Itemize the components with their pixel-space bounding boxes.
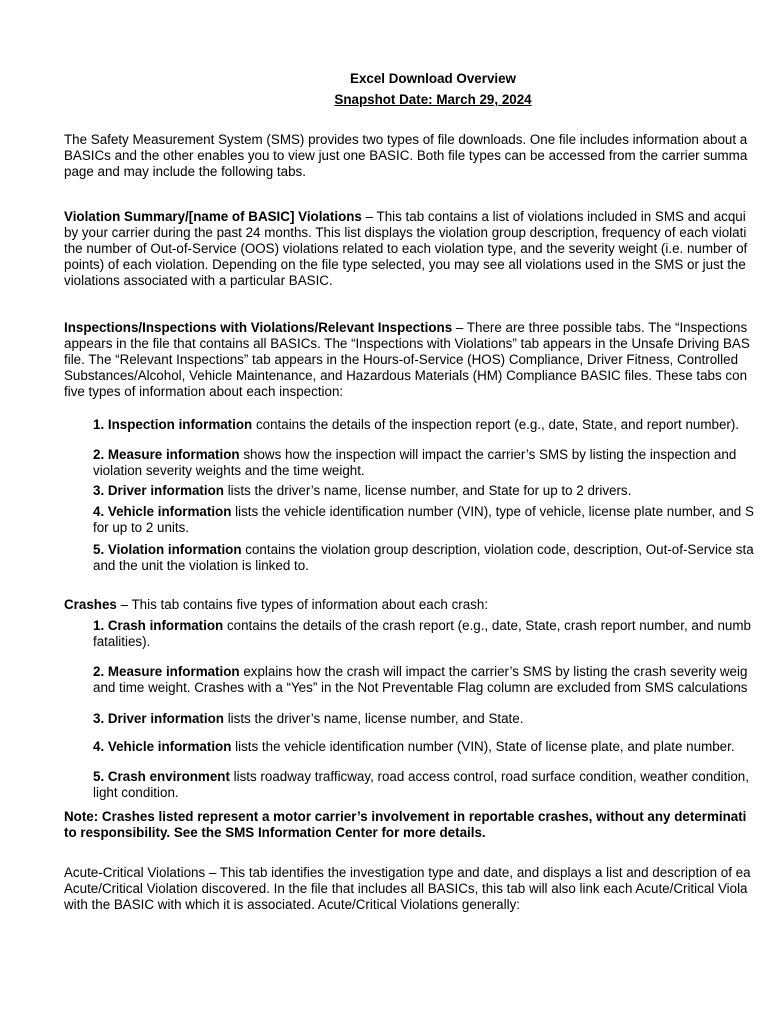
crashes-note-line-2: to responsibility. See the SMS Information Center for more details. [64,825,486,840]
snapshot-date [0,92,768,108]
inspection-item-5 [93,542,754,558]
crash-item-4-text: lists the vehicle identification number (VIN), State of license plate, and plate number. [231,739,735,754]
inspections-line-4: Substances/Alcohol, Vehicle Maintenance, and Hazardous Materials (HM) Compliance BASIC files. These tabs con [64,368,748,383]
inspections-heading: Inspections/Inspections with Violations/Relevant Inspections [64,320,453,335]
snapshot-date-text: Snapshot Date: March 29, 2024 [334,92,532,107]
inspections-line-1 [64,320,747,336]
violation-summary-line-1 [64,209,746,225]
crashes-text: – This tab contains five types of information about each crash: [116,597,489,612]
inspection-item-2-text: shows how the inspection will impact the carrier’s SMS by listing the inspection and [239,447,737,462]
crash-item-5-cont: light condition. [93,785,179,800]
crashes-note-line-1: Note: Crashes listed represent a motor carrier’s involvement in reportable crashes, without any determinati [64,809,747,824]
inspection-item-3-text: lists the driver’s name, license number, and State for up to 2 drivers. [223,483,632,498]
crash-item-1-label: 1. Crash information [93,618,224,633]
crash-item-4-label: 4. Vehicle information [93,739,232,754]
crash-item-1-cont: fatalities). [93,634,151,649]
intro-line-3: page and may include the following tabs. [64,164,306,179]
crash-item-5-text: lists roadway trafficway, road access control, road surface condition, weather condition, [229,769,749,784]
acute-line-3: with the BASIC with which it is associated. Acute/Critical Violations generally: [64,897,520,912]
crashes-line-1 [64,597,488,613]
inspection-item-4-label: 4. Vehicle information [93,504,232,519]
inspection-item-5-label: 5. Violation information [93,542,242,557]
inspection-item-3 [93,483,631,499]
intro-line-1: The Safety Measurement System (SMS) provides two types of file downloads. One file includes information about a [64,132,748,147]
crash-item-3 [93,711,523,727]
acute-line-1: Acute-Critical Violations – This tab identifies the investigation type and date, and displays a list and description of ea [64,865,751,880]
crash-item-3-label: 3. Driver information [93,711,224,726]
crashes-heading: Crashes [64,597,117,612]
violation-summary-line-3: the number of Out-of-Service (OOS) violations related to each violation type, and the severity weight (i.e. number of [64,241,748,256]
crash-item-2-label: 2. Measure information [93,664,240,679]
crash-item-1 [93,618,751,634]
inspection-item-2-label: 2. Measure information [93,447,240,462]
crash-item-2-text: explains how the crash will impact the carrier’s SMS by listing the crash severity weig [239,664,748,679]
crash-item-5-label: 5. Crash environment [93,769,230,784]
crash-item-5 [93,769,749,785]
inspection-item-4 [93,504,754,520]
document-title: Excel Download Overview [350,71,516,86]
acute-line-2: Acute/Critical Violation discovered. In the file that includes all BASICs, this tab will also link each Acute/Critical Viola [64,881,748,896]
violation-summary-heading: Violation Summary/[name of BASIC] Violations [64,209,362,224]
inspection-item-1 [93,417,739,433]
inspection-item-3-label: 3. Driver information [93,483,224,498]
violation-summary-line-2: by your carrier during the past 24 months. This list displays the violation group description, frequency of each violati [64,225,747,240]
crash-item-1-text: contains the details of the crash report (e.g., date, State, crash report number, and numb [223,618,751,633]
crash-item-2-cont: and time weight. Crashes with a “Yes” in the Not Preventable Flag column are excluded from SMS calculations [93,680,748,695]
inspections-line-5: five types of information about each inspection: [64,384,344,399]
violation-summary-text: – This tab contains a list of violations included in SMS and acqui [361,209,746,224]
violation-summary-line-4: points) of each violation. Depending on the file type selected, you may see all violations used in the SMS or just the [64,257,746,272]
inspections-line-2: appears in the file that contains all BASICs. The “Inspections with Violations” tab appears in the Unsafe Driving BAS [64,336,750,351]
inspection-item-5-cont: and the unit the violation is linked to. [93,558,309,573]
crash-item-4 [93,739,735,755]
inspection-item-1-text: contains the details of the inspection report (e.g., date, State, and report number). [252,417,740,432]
crash-item-2 [93,664,747,680]
inspection-item-1-label: 1. Inspection information [93,417,253,432]
crash-item-3-text: lists the driver’s name, license number, and State. [223,711,524,726]
inspections-text: – There are three possible tabs. The “Inspections [452,320,748,335]
inspection-item-4-cont: for up to 2 units. [93,520,190,535]
inspection-item-2-cont: violation severity weights and the time weight. [93,463,365,478]
inspection-item-2 [93,447,736,463]
inspections-line-3: file. The “Relevant Inspections” tab appears in the Hours-of-Service (HOS) Compliance, Driver Fitness, Controlled [64,352,739,367]
intro-line-2: BASICs and the other enables you to view just one BASIC. Both file types can be accessed from the carrier summa [64,148,748,163]
inspection-item-5-text: contains the violation group description, violation code, description, Out-of-Service sta [241,542,754,557]
violation-summary-line-5: violations associated with a particular BASIC. [64,273,333,288]
inspection-item-4-text: lists the vehicle identification number (VIN), type of vehicle, license plate number, and S [231,504,754,519]
